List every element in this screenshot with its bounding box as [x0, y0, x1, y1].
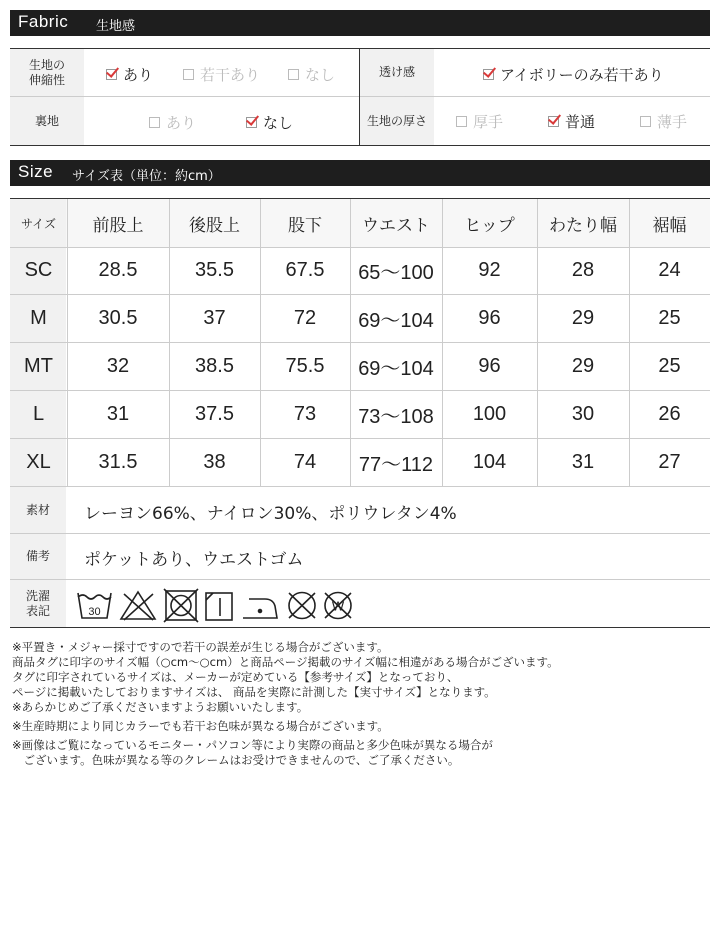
- wash-30-icon: [78, 593, 111, 618]
- size-value-cell: 77～112: [358, 453, 434, 476]
- size-value-cell: 26: [658, 402, 681, 425]
- size-value-cell: 38.5: [195, 354, 234, 377]
- no-dry-clean-icon: [289, 593, 315, 619]
- size-value-cell: 69～104: [358, 309, 434, 332]
- fabric-subtitle: 生地感: [96, 19, 136, 34]
- fabric-section-bar: [10, 10, 710, 36]
- svg-text:W: W: [331, 598, 345, 614]
- svg-text:30: 30: [88, 606, 101, 618]
- remarks-label: 備考: [10, 534, 66, 579]
- note-line: タグに印字されているサイズは、メーカーが定めている【参考サイズ】となっており、: [12, 670, 459, 684]
- fabric-title: Fabric: [18, 12, 69, 31]
- size-value-cell: 24: [658, 259, 681, 281]
- size-value-cell: 29: [571, 306, 595, 329]
- care-icons: [77, 588, 367, 624]
- material-label: 素材: [10, 487, 66, 533]
- stretch-option-ari: あり: [106, 64, 153, 85]
- size-value-cell: 73: [293, 402, 317, 425]
- lining-option-ari: あり: [149, 112, 196, 133]
- checkbox-checked-icon: [246, 117, 257, 128]
- size-value-cell: 67.5: [285, 259, 325, 281]
- size-label-cell: SC: [24, 259, 53, 281]
- material-value: レーヨン66%、ナイロン30%、ポリウレタン4%: [84, 504, 457, 524]
- notes: [12, 640, 559, 768]
- size-value-cell: 31: [106, 402, 130, 425]
- checkbox-checked-icon: [548, 116, 559, 127]
- size-header-cell: 後股上: [189, 215, 240, 236]
- size-label-cell: L: [32, 402, 45, 425]
- size-title: Size: [18, 162, 54, 181]
- size-value-cell: 74: [293, 450, 317, 473]
- lining-option-nashi: なし: [246, 112, 293, 133]
- note-line: ※平置き・メジャー採寸ですので若干の誤差が生じる場合がございます。: [12, 640, 389, 654]
- size-value-cell: 30.5: [98, 306, 138, 329]
- no-tumble-dry-icon: [164, 589, 198, 622]
- size-value-cell: 75.5: [285, 354, 325, 377]
- size-header-cell: サイズ: [20, 216, 57, 231]
- size-value-cell: 38: [203, 450, 226, 473]
- note-line: ございます。色味が異なる等のクレームはお受けできませんので、ご了承ください。: [12, 753, 460, 767]
- size-label-cell: M: [30, 306, 47, 329]
- size-table: [10, 198, 710, 628]
- checkbox-checked-icon: [483, 69, 494, 80]
- checkbox-icon: [640, 116, 651, 127]
- note-line: ※生産時期により同じカラーでも若干お色味が異なる場合がございます。: [12, 719, 389, 733]
- stretch-label: 生地の 伸縮性: [10, 49, 84, 96]
- lining-label: 裏地: [10, 97, 84, 145]
- size-header-cell: 裾幅: [652, 215, 687, 236]
- remarks-value: ポケットあり、ウエストゴム: [84, 550, 304, 570]
- no-wet-clean-icon: [325, 593, 351, 619]
- size-value-cell: 69～104: [358, 357, 434, 380]
- size-value-cell: 25: [658, 306, 681, 329]
- size-value-cell: 25: [658, 354, 681, 377]
- size-value-cell: 32: [106, 354, 130, 377]
- size-value-cell: 72: [293, 306, 317, 329]
- note-line: 商品タグに印字のサイズ幅（○cm～○cm）と商品ページ掲載のサイズ幅に相違がある場合がございます。: [12, 655, 559, 669]
- size-value-cell: 28.5: [98, 259, 138, 281]
- size-header-cell: ウエスト: [362, 215, 430, 236]
- thickness-option-atsude: 厚手: [456, 111, 503, 132]
- stretch-option-nashi: なし: [288, 64, 335, 85]
- fabric-table: [10, 48, 710, 146]
- size-value-cell: 28: [571, 259, 595, 281]
- no-bleach-icon: [121, 592, 155, 620]
- sheer-option: アイボリーのみ若干あり: [483, 64, 664, 85]
- note-line: ※画像はご覧になっているモニター・パソコン等により実際の商品と多少色味が異なる場合が: [12, 738, 493, 752]
- size-label-cell: XL: [26, 450, 51, 473]
- size-header-cell: 前股上: [92, 215, 144, 236]
- stretch-option-jakkan: 若干あり: [183, 64, 260, 85]
- thickness-option-futsu: 普通: [548, 111, 595, 132]
- size-value-cell: 73～108: [358, 405, 434, 428]
- size-value-cell: 27: [658, 450, 681, 473]
- sheer-label: 透け感: [360, 49, 434, 96]
- line-dry-shade-icon: [206, 593, 232, 620]
- size-header-cell: 股下: [288, 215, 322, 236]
- size-value-cell: 104: [472, 450, 507, 473]
- thickness-option-usude: 薄手: [640, 111, 687, 132]
- size-value-cell: 31: [571, 450, 595, 473]
- checkbox-icon: [149, 117, 160, 128]
- care-label: 洗濯 表記: [10, 580, 66, 627]
- size-header-cell: ヒップ: [464, 215, 515, 236]
- size-value-cell: 31.5: [98, 450, 138, 473]
- thickness-label: 生地の厚さ: [360, 97, 434, 145]
- size-value-cell: 96: [478, 354, 501, 377]
- size-value-cell: 100: [472, 402, 507, 425]
- size-label-cell: MT: [24, 354, 53, 377]
- size-subtitle: サイズ表（単位：約cm）: [72, 169, 221, 184]
- size-value-cell: 35.5: [195, 259, 234, 281]
- checkbox-checked-icon: [106, 69, 117, 80]
- size-value-cell: 37: [203, 306, 226, 329]
- note-line: ページに掲載いたしておりますサイズは、 商品を実際に計測した【実寸サイズ】となります。: [12, 685, 496, 699]
- size-value-cell: 96: [478, 306, 501, 329]
- size-value-cell: 30: [571, 402, 595, 425]
- checkbox-icon: [456, 116, 467, 127]
- size-value-cell: 92: [478, 259, 501, 281]
- size-section-bar: [10, 160, 710, 186]
- checkbox-icon: [288, 69, 299, 80]
- checkbox-icon: [183, 69, 194, 80]
- note-line: ※あらかじめご了承くださいますようお願いいたします。: [12, 700, 309, 714]
- iron-low-icon: [243, 599, 277, 618]
- size-value-cell: 65～100: [358, 262, 434, 284]
- size-value-cell: 29: [571, 354, 595, 377]
- size-header-cell: わたり幅: [549, 215, 617, 236]
- size-value-cell: 37.5: [195, 402, 234, 425]
